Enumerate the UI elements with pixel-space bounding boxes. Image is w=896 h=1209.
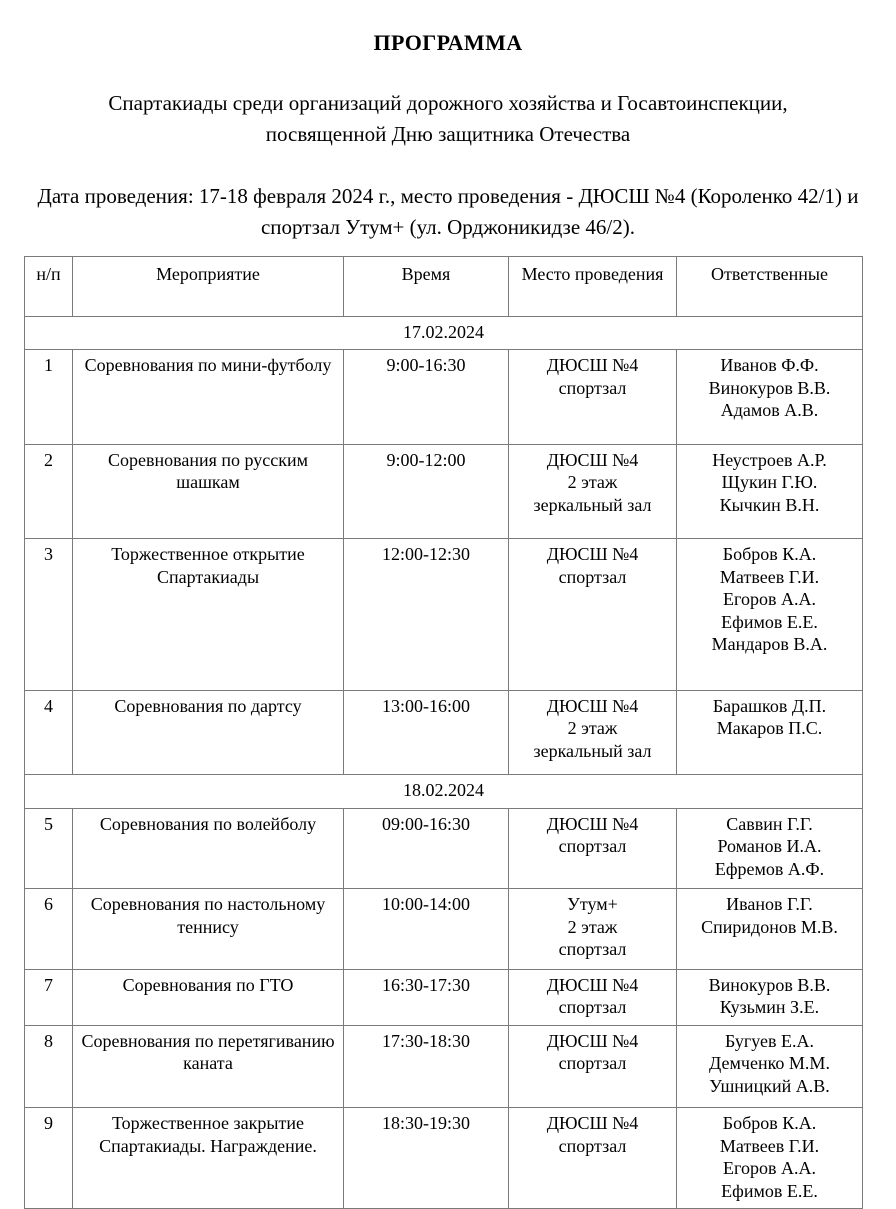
cell-responsible: Иванов Ф.Ф. Винокуров В.В. Адамов А.В. <box>677 350 863 445</box>
cell-time: 10:00-14:00 <box>344 889 509 970</box>
cell-number: 7 <box>25 969 73 1025</box>
cell-place: ДЮСШ №4 спортзал <box>509 1108 677 1209</box>
table-header-row <box>25 257 863 317</box>
cell-number: 6 <box>25 889 73 970</box>
document-subtitle: Спартакиады среди организаций дорожного хозяйства и Госавтоинспекции, посвященной Дню защитника Отечества <box>108 91 788 146</box>
cell-number: 3 <box>25 539 73 691</box>
column-header-responsible: Ответственные <box>677 257 863 317</box>
cell-number: 9 <box>25 1108 73 1209</box>
cell-place: ДЮСШ №4 спортзал <box>509 808 677 889</box>
cell-place: ДЮСШ №4 спортзал <box>509 969 677 1025</box>
cell-responsible: Бобров К.А. Матвеев Г.И. Егоров А.А. Ефимов Е.Е. Мандаров В.А. <box>677 539 863 691</box>
cell-responsible: Барашков Д.П. Макаров П.С. <box>677 690 863 775</box>
document-page <box>0 30 896 1201</box>
cell-event: Соревнования по настольному теннису <box>73 889 344 970</box>
column-header-time: Время <box>344 257 509 317</box>
cell-event: Соревнования по мини-футболу <box>73 350 344 445</box>
cell-event: Соревнования по волейболу <box>73 808 344 889</box>
cell-number: 4 <box>25 690 73 775</box>
cell-place: Утум+ 2 этаж спортзал <box>509 889 677 970</box>
cell-responsible: Саввин Г.Г. Романов И.А. Ефремов А.Ф. <box>677 808 863 889</box>
date-separator-row <box>25 775 863 809</box>
cell-number: 1 <box>25 350 73 445</box>
table-body <box>25 316 863 1209</box>
table-row <box>25 969 863 1025</box>
cell-responsible: Винокуров В.В. Кузьмин З.Е. <box>677 969 863 1025</box>
program-table-container <box>24 256 862 1209</box>
date-separator-day1: 17.02.2024 <box>25 316 863 350</box>
cell-time: 9:00-12:00 <box>344 444 509 539</box>
table-row <box>25 1025 863 1108</box>
cell-responsible: Иванов Г.Г. Спиридонов М.В. <box>677 889 863 970</box>
cell-time: 16:30-17:30 <box>344 969 509 1025</box>
date-separator-row <box>25 316 863 350</box>
table-row <box>25 889 863 970</box>
table-row <box>25 1108 863 1209</box>
column-header-event: Мероприятие <box>73 257 344 317</box>
cell-event: Соревнования по русским шашкам <box>73 444 344 539</box>
cell-time: 13:00-16:00 <box>344 690 509 775</box>
cell-event: Соревнования по ГТО <box>73 969 344 1025</box>
table-row <box>25 539 863 691</box>
cell-place: ДЮСШ №4 2 этаж зеркальный зал <box>509 444 677 539</box>
cell-event: Соревнования по перетягиванию каната <box>73 1025 344 1108</box>
cell-responsible: Бобров К.А. Матвеев Г.И. Егоров А.А. Ефимов Е.Е. <box>677 1108 863 1209</box>
table-row <box>25 690 863 775</box>
date-separator-day2: 18.02.2024 <box>25 775 863 809</box>
column-header-number: н/п <box>25 257 73 317</box>
cell-responsible: Неустроев А.Р. Щукин Г.Ю. Кычкин В.Н. <box>677 444 863 539</box>
cell-time: 12:00-12:30 <box>344 539 509 691</box>
table-row <box>25 350 863 445</box>
cell-place: ДЮСШ №4 спортзал <box>509 350 677 445</box>
table-header <box>25 257 863 317</box>
cell-event: Торжественное открытие Спартакиады <box>73 539 344 691</box>
cell-place: ДЮСШ №4 спортзал <box>509 539 677 691</box>
column-header-place: Место проведения <box>509 257 677 317</box>
table-row <box>25 808 863 889</box>
table-row <box>25 444 863 539</box>
cell-event: Соревнования по дартсу <box>73 690 344 775</box>
cell-time: 18:30-19:30 <box>344 1108 509 1209</box>
cell-place: ДЮСШ №4 спортзал <box>509 1025 677 1108</box>
cell-place: ДЮСШ №4 2 этаж зеркальный зал <box>509 690 677 775</box>
cell-responsible: Бугуев Е.А. Демченко М.М. Ушницкий А.В. <box>677 1025 863 1108</box>
cell-time: 09:00-16:30 <box>344 808 509 889</box>
cell-number: 8 <box>25 1025 73 1108</box>
document-dateline: Дата проведения: 17-18 февраля 2024 г., место проведения - ДЮСШ №4 (Короленко 42/1) и спортзал Утум+ (ул. Орджоникидзе 46/2). <box>37 184 859 239</box>
program-table <box>24 256 863 1209</box>
cell-event: Торжественное закрытие Спартакиады. Награждение. <box>73 1108 344 1209</box>
cell-number: 5 <box>25 808 73 889</box>
cell-number: 2 <box>25 444 73 539</box>
page-title: ПРОГРАММА <box>373 30 523 55</box>
cell-time: 17:30-18:30 <box>344 1025 509 1108</box>
cell-time: 9:00-16:30 <box>344 350 509 445</box>
